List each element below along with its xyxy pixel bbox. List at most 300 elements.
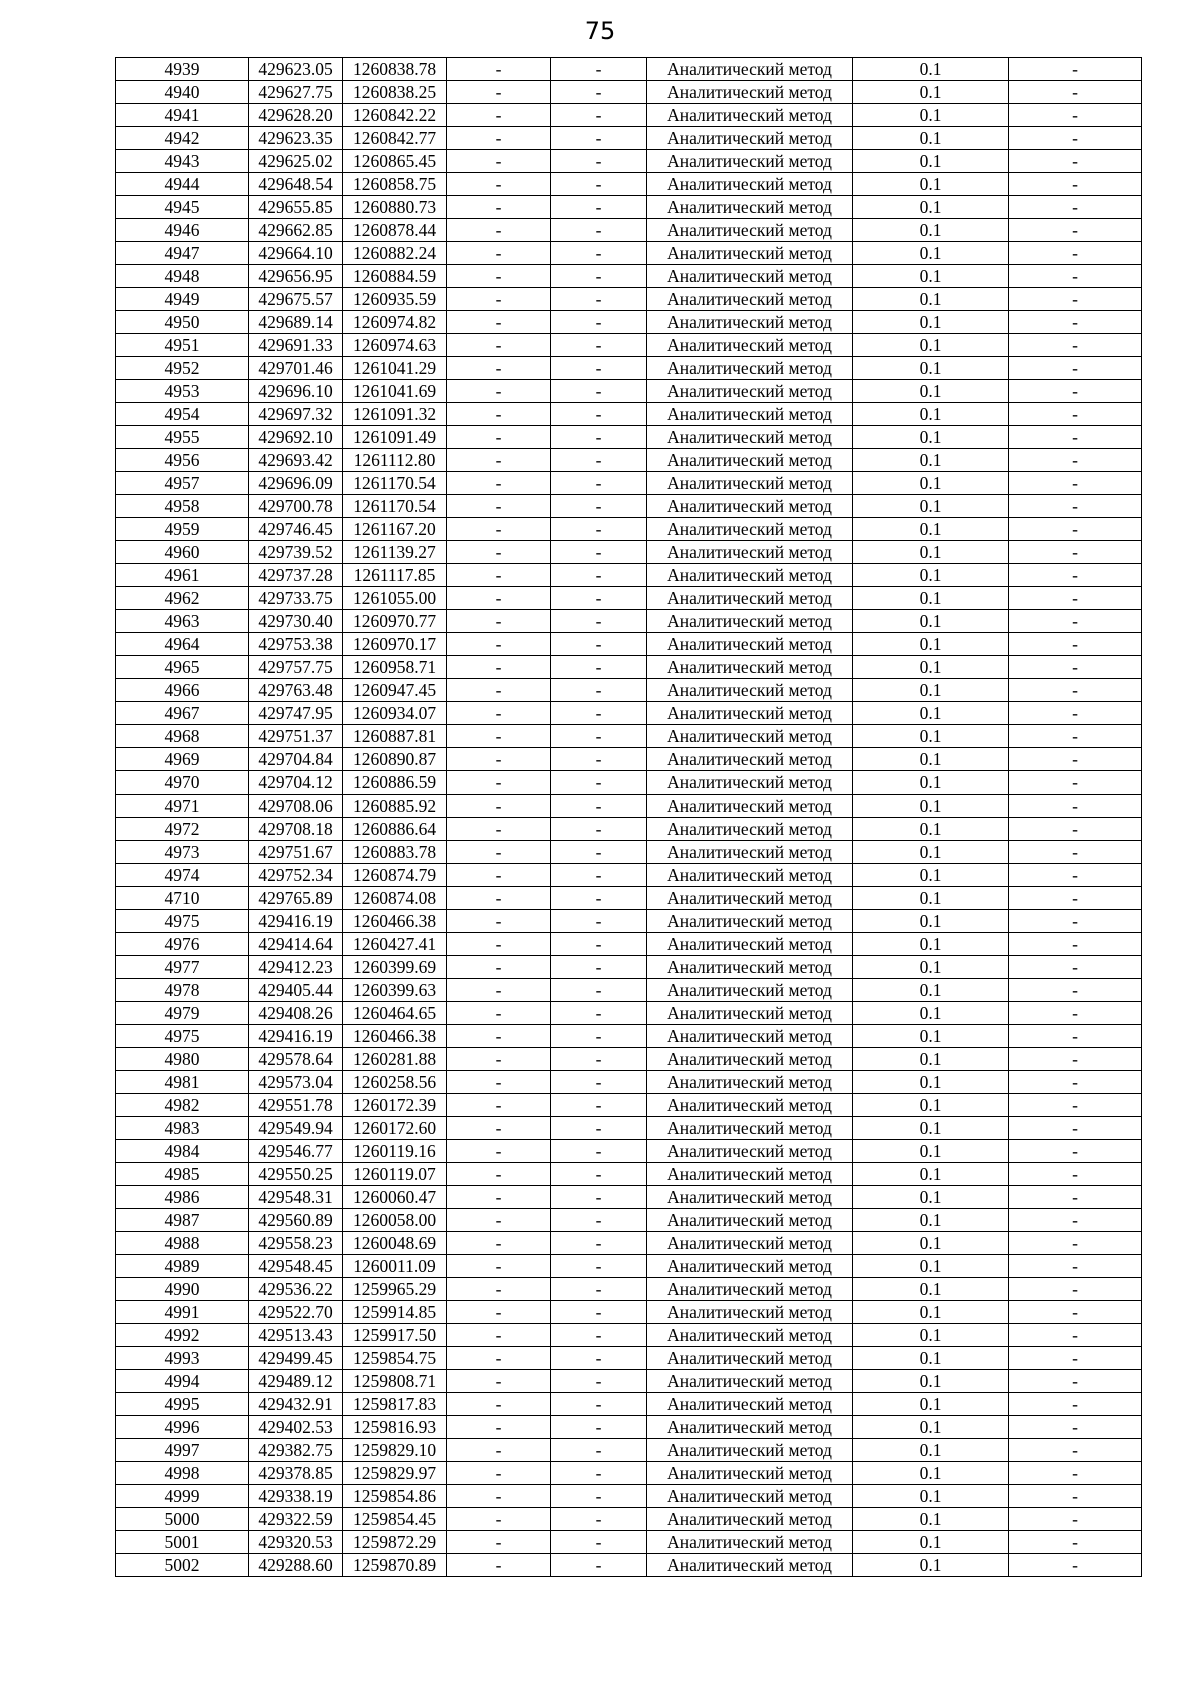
point-number-cell: 4987 xyxy=(116,1208,249,1231)
point-number-cell: 4975 xyxy=(116,909,249,932)
dash-cell: - xyxy=(1009,196,1142,219)
table-row xyxy=(116,1415,1142,1438)
point-number-cell: 4972 xyxy=(116,817,249,840)
method-cell: Аналитический метод xyxy=(647,886,853,909)
dash-cell: - xyxy=(551,472,647,495)
accuracy-cell: 0.1 xyxy=(853,541,1009,564)
table-row xyxy=(116,127,1142,150)
dash-cell: - xyxy=(551,81,647,104)
y-coordinate-cell: 1260886.59 xyxy=(343,771,447,794)
dash-cell: - xyxy=(447,518,551,541)
y-coordinate-cell: 1261170.54 xyxy=(343,495,447,518)
dash-cell: - xyxy=(447,840,551,863)
dash-cell: - xyxy=(1009,1001,1142,1024)
x-coordinate-cell: 429546.77 xyxy=(249,1139,343,1162)
accuracy-cell: 0.1 xyxy=(853,219,1009,242)
point-number-cell: 4961 xyxy=(116,564,249,587)
method-cell: Аналитический метод xyxy=(647,1554,853,1577)
y-coordinate-cell: 1260281.88 xyxy=(343,1047,447,1070)
y-coordinate-cell: 1261091.32 xyxy=(343,403,447,426)
dash-cell: - xyxy=(1009,748,1142,771)
x-coordinate-cell: 429692.10 xyxy=(249,426,343,449)
table-row xyxy=(116,1507,1142,1530)
point-number-cell: 4991 xyxy=(116,1300,249,1323)
dash-cell: - xyxy=(551,633,647,656)
dash-cell: - xyxy=(447,1093,551,1116)
dash-cell: - xyxy=(447,150,551,173)
dash-cell: - xyxy=(551,334,647,357)
method-cell: Аналитический метод xyxy=(647,1254,853,1277)
dash-cell: - xyxy=(1009,1438,1142,1461)
accuracy-cell: 0.1 xyxy=(853,357,1009,380)
method-cell: Аналитический метод xyxy=(647,725,853,748)
point-number-cell: 4965 xyxy=(116,656,249,679)
table-row xyxy=(116,1001,1142,1024)
point-number-cell: 4941 xyxy=(116,104,249,127)
method-cell: Аналитический метод xyxy=(647,334,853,357)
accuracy-cell: 0.1 xyxy=(853,1554,1009,1577)
accuracy-cell: 0.1 xyxy=(853,1484,1009,1507)
x-coordinate-cell: 429751.37 xyxy=(249,725,343,748)
dash-cell: - xyxy=(551,1323,647,1346)
accuracy-cell: 0.1 xyxy=(853,1300,1009,1323)
y-coordinate-cell: 1260838.78 xyxy=(343,58,447,81)
dash-cell: - xyxy=(551,863,647,886)
dash-cell: - xyxy=(447,334,551,357)
dash-cell: - xyxy=(447,1139,551,1162)
point-number-cell: 4944 xyxy=(116,173,249,196)
dash-cell: - xyxy=(551,909,647,932)
x-coordinate-cell: 429704.12 xyxy=(249,771,343,794)
y-coordinate-cell: 1259917.50 xyxy=(343,1323,447,1346)
dash-cell: - xyxy=(1009,426,1142,449)
y-coordinate-cell: 1259854.86 xyxy=(343,1484,447,1507)
method-cell: Аналитический метод xyxy=(647,1024,853,1047)
point-number-cell: 4993 xyxy=(116,1346,249,1369)
dash-cell: - xyxy=(1009,1369,1142,1392)
dash-cell: - xyxy=(551,1001,647,1024)
point-number-cell: 5000 xyxy=(116,1507,249,1530)
accuracy-cell: 0.1 xyxy=(853,1231,1009,1254)
dash-cell: - xyxy=(551,564,647,587)
dash-cell: - xyxy=(447,978,551,1001)
table-row xyxy=(116,104,1142,127)
point-number-cell: 4939 xyxy=(116,58,249,81)
x-coordinate-cell: 429402.53 xyxy=(249,1415,343,1438)
table-row xyxy=(116,334,1142,357)
dash-cell: - xyxy=(551,127,647,150)
point-number-cell: 4958 xyxy=(116,495,249,518)
point-number-cell: 4942 xyxy=(116,127,249,150)
method-cell: Аналитический метод xyxy=(647,702,853,725)
dash-cell: - xyxy=(447,173,551,196)
table-row xyxy=(116,633,1142,656)
y-coordinate-cell: 1259870.89 xyxy=(343,1554,447,1577)
accuracy-cell: 0.1 xyxy=(853,817,1009,840)
dash-cell: - xyxy=(551,1024,647,1047)
method-cell: Аналитический метод xyxy=(647,1231,853,1254)
table-row xyxy=(116,1139,1142,1162)
dash-cell: - xyxy=(1009,771,1142,794)
dash-cell: - xyxy=(551,1162,647,1185)
method-cell: Аналитический метод xyxy=(647,265,853,288)
dash-cell: - xyxy=(551,1139,647,1162)
table-row xyxy=(116,196,1142,219)
dash-cell: - xyxy=(551,357,647,380)
accuracy-cell: 0.1 xyxy=(853,771,1009,794)
dash-cell: - xyxy=(1009,1185,1142,1208)
y-coordinate-cell: 1260011.09 xyxy=(343,1254,447,1277)
accuracy-cell: 0.1 xyxy=(853,403,1009,426)
x-coordinate-cell: 429414.64 xyxy=(249,932,343,955)
y-coordinate-cell: 1260427.41 xyxy=(343,932,447,955)
x-coordinate-cell: 429655.85 xyxy=(249,196,343,219)
dash-cell: - xyxy=(551,1116,647,1139)
table-row xyxy=(116,1254,1142,1277)
dash-cell: - xyxy=(551,1554,647,1577)
method-cell: Аналитический метод xyxy=(647,1162,853,1185)
point-number-cell: 4980 xyxy=(116,1047,249,1070)
y-coordinate-cell: 1260399.69 xyxy=(343,955,447,978)
method-cell: Аналитический метод xyxy=(647,1001,853,1024)
y-coordinate-cell: 1260858.75 xyxy=(343,173,447,196)
y-coordinate-cell: 1260886.64 xyxy=(343,817,447,840)
table-row xyxy=(116,702,1142,725)
dash-cell: - xyxy=(447,1001,551,1024)
dash-cell: - xyxy=(1009,1116,1142,1139)
x-coordinate-cell: 429558.23 xyxy=(249,1231,343,1254)
accuracy-cell: 0.1 xyxy=(853,265,1009,288)
dash-cell: - xyxy=(447,702,551,725)
dash-cell: - xyxy=(447,265,551,288)
dash-cell: - xyxy=(447,449,551,472)
accuracy-cell: 0.1 xyxy=(853,932,1009,955)
dash-cell: - xyxy=(447,1185,551,1208)
table-row xyxy=(116,1369,1142,1392)
dash-cell: - xyxy=(1009,794,1142,817)
dash-cell: - xyxy=(551,265,647,288)
dash-cell: - xyxy=(551,1346,647,1369)
dash-cell: - xyxy=(1009,863,1142,886)
dash-cell: - xyxy=(1009,173,1142,196)
method-cell: Аналитический метод xyxy=(647,978,853,1001)
point-number-cell: 4952 xyxy=(116,357,249,380)
point-number-cell: 4964 xyxy=(116,633,249,656)
method-cell: Аналитический метод xyxy=(647,587,853,610)
accuracy-cell: 0.1 xyxy=(853,196,1009,219)
y-coordinate-cell: 1261117.85 xyxy=(343,564,447,587)
dash-cell: - xyxy=(1009,1392,1142,1415)
dash-cell: - xyxy=(551,1070,647,1093)
table-row xyxy=(116,1185,1142,1208)
y-coordinate-cell: 1260258.56 xyxy=(343,1070,447,1093)
dash-cell: - xyxy=(1009,1323,1142,1346)
method-cell: Аналитический метод xyxy=(647,1277,853,1300)
dash-cell: - xyxy=(551,449,647,472)
point-number-cell: 4977 xyxy=(116,955,249,978)
y-coordinate-cell: 1259854.45 xyxy=(343,1507,447,1530)
dash-cell: - xyxy=(447,380,551,403)
accuracy-cell: 0.1 xyxy=(853,1507,1009,1530)
dash-cell: - xyxy=(551,702,647,725)
dash-cell: - xyxy=(1009,1531,1142,1554)
dash-cell: - xyxy=(1009,127,1142,150)
point-number-cell: 4959 xyxy=(116,518,249,541)
method-cell: Аналитический метод xyxy=(647,932,853,955)
accuracy-cell: 0.1 xyxy=(853,794,1009,817)
dash-cell: - xyxy=(1009,932,1142,955)
dash-cell: - xyxy=(1009,1231,1142,1254)
x-coordinate-cell: 429550.25 xyxy=(249,1162,343,1185)
x-coordinate-cell: 429432.91 xyxy=(249,1392,343,1415)
dash-cell: - xyxy=(551,1047,647,1070)
method-cell: Аналитический метод xyxy=(647,909,853,932)
point-number-cell: 4970 xyxy=(116,771,249,794)
x-coordinate-cell: 429416.19 xyxy=(249,1024,343,1047)
x-coordinate-cell: 429696.10 xyxy=(249,380,343,403)
x-coordinate-cell: 429623.05 xyxy=(249,58,343,81)
dash-cell: - xyxy=(1009,817,1142,840)
method-cell: Аналитический метод xyxy=(647,449,853,472)
table-row xyxy=(116,311,1142,334)
y-coordinate-cell: 1260890.87 xyxy=(343,748,447,771)
accuracy-cell: 0.1 xyxy=(853,1162,1009,1185)
dash-cell: - xyxy=(551,58,647,81)
x-coordinate-cell: 429697.32 xyxy=(249,403,343,426)
dash-cell: - xyxy=(447,679,551,702)
dash-cell: - xyxy=(551,771,647,794)
y-coordinate-cell: 1259816.93 xyxy=(343,1415,447,1438)
y-coordinate-cell: 1261041.29 xyxy=(343,357,447,380)
y-coordinate-cell: 1260172.60 xyxy=(343,1116,447,1139)
x-coordinate-cell: 429739.52 xyxy=(249,541,343,564)
dash-cell: - xyxy=(447,932,551,955)
dash-cell: - xyxy=(447,311,551,334)
dash-cell: - xyxy=(551,1208,647,1231)
y-coordinate-cell: 1260947.45 xyxy=(343,679,447,702)
x-coordinate-cell: 429320.53 xyxy=(249,1531,343,1554)
table-row xyxy=(116,403,1142,426)
dash-cell: - xyxy=(447,1438,551,1461)
method-cell: Аналитический метод xyxy=(647,357,853,380)
dash-cell: - xyxy=(1009,564,1142,587)
table-row xyxy=(116,1231,1142,1254)
method-cell: Аналитический метод xyxy=(647,1070,853,1093)
dash-cell: - xyxy=(551,794,647,817)
method-cell: Аналитический метод xyxy=(647,1093,853,1116)
accuracy-cell: 0.1 xyxy=(853,495,1009,518)
table-row xyxy=(116,1392,1142,1415)
dash-cell: - xyxy=(1009,1208,1142,1231)
dash-cell: - xyxy=(447,1323,551,1346)
accuracy-cell: 0.1 xyxy=(853,1093,1009,1116)
table-body xyxy=(116,58,1142,1577)
page-number: 75 xyxy=(584,17,616,45)
table-row xyxy=(116,265,1142,288)
point-number-cell: 4957 xyxy=(116,472,249,495)
point-number-cell: 4974 xyxy=(116,863,249,886)
x-coordinate-cell: 429416.19 xyxy=(249,909,343,932)
table-row xyxy=(116,1024,1142,1047)
dash-cell: - xyxy=(1009,311,1142,334)
dash-cell: - xyxy=(551,173,647,196)
point-number-cell: 5002 xyxy=(116,1554,249,1577)
table-row xyxy=(116,978,1142,1001)
dash-cell: - xyxy=(551,403,647,426)
x-coordinate-cell: 429753.38 xyxy=(249,633,343,656)
coordinates-table xyxy=(115,57,1142,1577)
method-cell: Аналитический метод xyxy=(647,1507,853,1530)
table-row xyxy=(116,1047,1142,1070)
x-coordinate-cell: 429288.60 xyxy=(249,1554,343,1577)
method-cell: Аналитический метод xyxy=(647,1047,853,1070)
accuracy-cell: 0.1 xyxy=(853,1024,1009,1047)
dash-cell: - xyxy=(447,541,551,564)
point-number-cell: 4992 xyxy=(116,1323,249,1346)
point-number-cell: 4997 xyxy=(116,1438,249,1461)
accuracy-cell: 0.1 xyxy=(853,1185,1009,1208)
x-coordinate-cell: 429704.84 xyxy=(249,748,343,771)
method-cell: Аналитический метод xyxy=(647,518,853,541)
dash-cell: - xyxy=(447,288,551,311)
point-number-cell: 4960 xyxy=(116,541,249,564)
point-number-cell: 5001 xyxy=(116,1531,249,1554)
y-coordinate-cell: 1260874.08 xyxy=(343,886,447,909)
point-number-cell: 4998 xyxy=(116,1461,249,1484)
y-coordinate-cell: 1260058.00 xyxy=(343,1208,447,1231)
method-cell: Аналитический метод xyxy=(647,1369,853,1392)
dash-cell: - xyxy=(447,1231,551,1254)
dash-cell: - xyxy=(1009,656,1142,679)
method-cell: Аналитический метод xyxy=(647,748,853,771)
x-coordinate-cell: 429378.85 xyxy=(249,1461,343,1484)
dash-cell: - xyxy=(447,81,551,104)
table-row xyxy=(116,173,1142,196)
point-number-cell: 4963 xyxy=(116,610,249,633)
dash-cell: - xyxy=(447,127,551,150)
accuracy-cell: 0.1 xyxy=(853,886,1009,909)
y-coordinate-cell: 1260119.07 xyxy=(343,1162,447,1185)
dash-cell: - xyxy=(1009,1047,1142,1070)
table-row xyxy=(116,817,1142,840)
x-coordinate-cell: 429662.85 xyxy=(249,219,343,242)
dash-cell: - xyxy=(551,426,647,449)
table-row xyxy=(116,932,1142,955)
x-coordinate-cell: 429513.43 xyxy=(249,1323,343,1346)
dash-cell: - xyxy=(447,564,551,587)
accuracy-cell: 0.1 xyxy=(853,334,1009,357)
dash-cell: - xyxy=(551,380,647,403)
x-coordinate-cell: 429338.19 xyxy=(249,1484,343,1507)
accuracy-cell: 0.1 xyxy=(853,1277,1009,1300)
y-coordinate-cell: 1260172.39 xyxy=(343,1093,447,1116)
dash-cell: - xyxy=(1009,380,1142,403)
dash-cell: - xyxy=(551,932,647,955)
accuracy-cell: 0.1 xyxy=(853,1001,1009,1024)
dash-cell: - xyxy=(1009,403,1142,426)
y-coordinate-cell: 1260887.81 xyxy=(343,725,447,748)
accuracy-cell: 0.1 xyxy=(853,1392,1009,1415)
dash-cell: - xyxy=(551,955,647,978)
method-cell: Аналитический метод xyxy=(647,633,853,656)
dash-cell: - xyxy=(1009,1346,1142,1369)
dash-cell: - xyxy=(1009,288,1142,311)
dash-cell: - xyxy=(447,1415,551,1438)
x-coordinate-cell: 429689.14 xyxy=(249,311,343,334)
table-row xyxy=(116,495,1142,518)
table-row xyxy=(116,472,1142,495)
x-coordinate-cell: 429549.94 xyxy=(249,1116,343,1139)
method-cell: Аналитический метод xyxy=(647,1139,853,1162)
dash-cell: - xyxy=(447,104,551,127)
dash-cell: - xyxy=(1009,81,1142,104)
table-row xyxy=(116,1070,1142,1093)
dash-cell: - xyxy=(447,1162,551,1185)
y-coordinate-cell: 1260974.63 xyxy=(343,334,447,357)
method-cell: Аналитический метод xyxy=(647,1484,853,1507)
table-row xyxy=(116,242,1142,265)
x-coordinate-cell: 429412.23 xyxy=(249,955,343,978)
dash-cell: - xyxy=(447,587,551,610)
dash-cell: - xyxy=(551,679,647,702)
point-number-cell: 4986 xyxy=(116,1185,249,1208)
method-cell: Аналитический метод xyxy=(647,380,853,403)
table-row xyxy=(116,288,1142,311)
point-number-cell: 4966 xyxy=(116,679,249,702)
dash-cell: - xyxy=(1009,150,1142,173)
y-coordinate-cell: 1259829.97 xyxy=(343,1461,447,1484)
method-cell: Аналитический метод xyxy=(647,288,853,311)
point-number-cell: 4988 xyxy=(116,1231,249,1254)
x-coordinate-cell: 429737.28 xyxy=(249,564,343,587)
dash-cell: - xyxy=(551,1093,647,1116)
point-number-cell: 4954 xyxy=(116,403,249,426)
dash-cell: - xyxy=(447,1392,551,1415)
x-coordinate-cell: 429623.35 xyxy=(249,127,343,150)
method-cell: Аналитический метод xyxy=(647,679,853,702)
dash-cell: - xyxy=(1009,1162,1142,1185)
dash-cell: - xyxy=(447,1346,551,1369)
dash-cell: - xyxy=(551,978,647,1001)
y-coordinate-cell: 1260865.45 xyxy=(343,150,447,173)
dash-cell: - xyxy=(1009,495,1142,518)
method-cell: Аналитический метод xyxy=(647,1415,853,1438)
dash-cell: - xyxy=(447,58,551,81)
dash-cell: - xyxy=(447,886,551,909)
dash-cell: - xyxy=(447,1070,551,1093)
dash-cell: - xyxy=(551,1531,647,1554)
point-number-cell: 4976 xyxy=(116,932,249,955)
accuracy-cell: 0.1 xyxy=(853,150,1009,173)
point-number-cell: 4975 xyxy=(116,1024,249,1047)
point-number-cell: 4949 xyxy=(116,288,249,311)
dash-cell: - xyxy=(447,771,551,794)
x-coordinate-cell: 429536.22 xyxy=(249,1277,343,1300)
dash-cell: - xyxy=(447,1024,551,1047)
dash-cell: - xyxy=(551,1277,647,1300)
point-number-cell: 4973 xyxy=(116,840,249,863)
table-row xyxy=(116,150,1142,173)
point-number-cell: 4983 xyxy=(116,1116,249,1139)
x-coordinate-cell: 429573.04 xyxy=(249,1070,343,1093)
dash-cell: - xyxy=(551,817,647,840)
dash-cell: - xyxy=(447,1461,551,1484)
dash-cell: - xyxy=(447,817,551,840)
table-row xyxy=(116,886,1142,909)
method-cell: Аналитический метод xyxy=(647,150,853,173)
table-row xyxy=(116,1346,1142,1369)
x-coordinate-cell: 429730.40 xyxy=(249,610,343,633)
